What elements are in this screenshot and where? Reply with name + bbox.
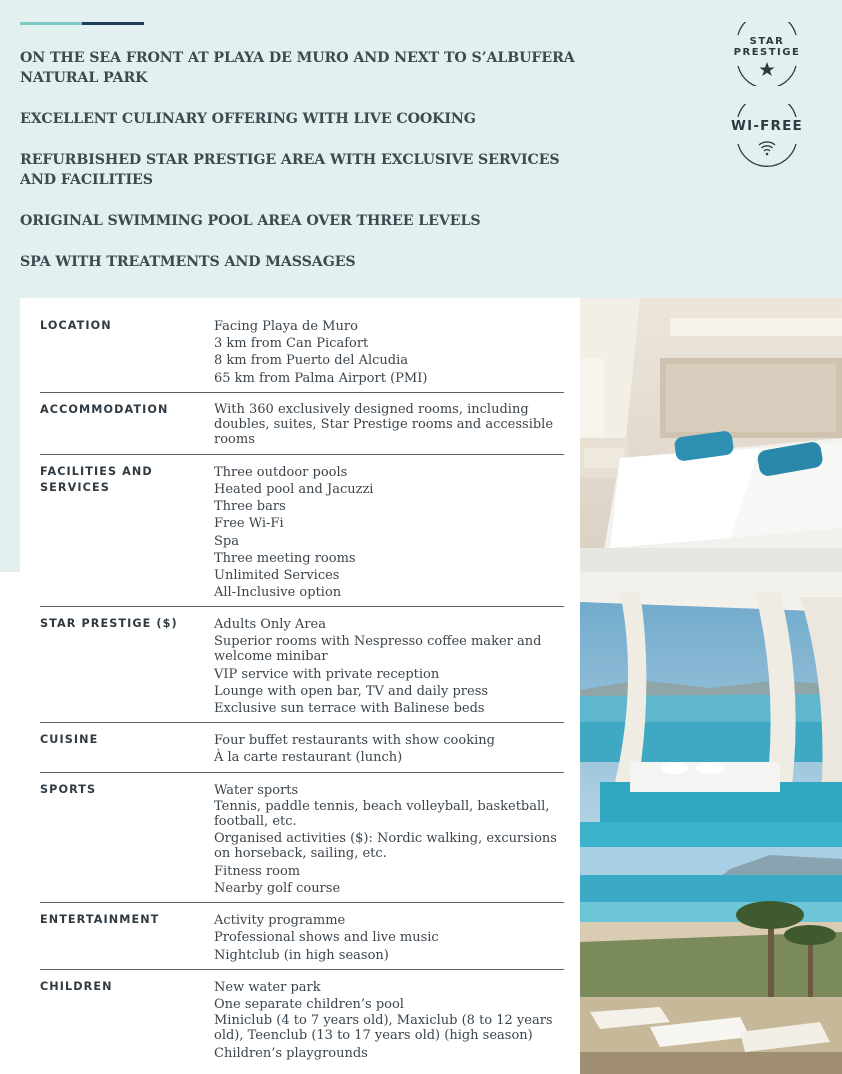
list-item: Adults Only Area	[214, 617, 326, 633]
list-item: Professional shows and live music	[214, 930, 439, 946]
list-item: Nightclub (in high season)	[214, 947, 389, 963]
badge-top-arc	[732, 22, 802, 36]
list-item: One separate children’s pool	[214, 997, 404, 1013]
category-label: STAR PRESTIGE ($)	[40, 617, 178, 631]
badge-top-arc	[732, 104, 802, 118]
info-panel	[20, 298, 580, 1074]
list-item: Spa	[214, 533, 239, 549]
highlights-list	[20, 48, 580, 293]
wifi-icon	[732, 134, 802, 168]
list-item: Fitness room	[214, 863, 301, 879]
prestige-label: PRESTIGE	[733, 47, 801, 58]
list-item: Superior rooms with Nespresso coffee maker and welcome minibar	[214, 633, 542, 664]
list-item: VIP service with private reception	[214, 666, 440, 682]
accent-line-teal	[20, 22, 82, 25]
accent-line-navy	[82, 22, 144, 25]
list-item: Children’s playgrounds	[214, 1046, 368, 1062]
list-item: Three bars	[214, 499, 286, 515]
category-label: ACCOMMODATION	[40, 402, 169, 416]
highlight-item: ORIGINAL SWIMMING POOL AREA OVER THREE LEVELS	[20, 213, 481, 229]
table-row-entertainment	[40, 912, 564, 970]
side-band	[0, 298, 20, 572]
table-row-accommodation	[40, 402, 564, 455]
category-label: CHILDREN	[40, 979, 113, 993]
table-row-star-prestige	[40, 616, 564, 723]
list-item: Nearby golf course	[214, 881, 341, 897]
highlight-item: SPA WITH TREATMENTS AND MASSAGES	[20, 254, 356, 270]
list-item: Exclusive sun terrace with Balinese beds	[214, 701, 485, 717]
list-item: Lounge with open bar, TV and daily press	[214, 683, 489, 699]
highlight-item: EXCELLENT CULINARY OFFERING WITH LIVE COOKING	[20, 111, 476, 127]
photo-balinese-bed	[580, 572, 842, 847]
table-row-facilities	[40, 464, 564, 608]
list-item: Organised activities ($): Nordic walking, excursions on horseback, sailing, etc.	[214, 830, 557, 861]
category-label: CUISINE	[40, 733, 99, 747]
star-label: STAR	[749, 36, 785, 47]
list-item: Four buffet restaurants with show cooking	[214, 733, 495, 749]
list-item: With 360 exclusively designed rooms, including doubles, suites, Star Prestige rooms and accessible rooms	[214, 401, 554, 447]
category-label: LOCATION	[40, 319, 112, 332]
star-prestige-badge	[728, 22, 806, 86]
highlight-item: REFURBISHED STAR PRESTIGE AREA WITH EXCLUSIVE SERVICES AND FACILITIES	[20, 152, 560, 188]
table-row-location	[40, 318, 564, 393]
list-item: 65 km from Palma Airport (PMI)	[214, 370, 428, 386]
table-row-sports	[40, 782, 564, 904]
list-item: All-Inclusive option	[214, 585, 342, 601]
list-item: Unlimited Services	[214, 568, 340, 584]
category-label: ENTERTAINMENT	[40, 913, 160, 927]
star-icon	[732, 58, 802, 86]
list-item: Tennis, paddle tennis, beach volleyball, basketball, football, etc.	[214, 798, 550, 829]
info-table	[40, 318, 564, 1074]
photo-hotel-room	[580, 298, 842, 572]
table-row-cuisine	[40, 732, 564, 772]
list-item: Facing Playa de Muro	[214, 319, 358, 334]
table-row-children	[40, 979, 564, 1068]
category-label: FACILITIES AND SERVICES	[40, 464, 153, 494]
list-item: Three meeting rooms	[214, 550, 356, 566]
wifi-label: WI-FREE	[731, 118, 803, 134]
list-item: Activity programme	[214, 913, 346, 929]
list-item: Three outdoor pools	[214, 464, 348, 480]
list-item: Free Wi-Fi	[214, 516, 284, 532]
list-item: 3 km from Can Picafort	[214, 336, 369, 352]
list-item: À la carte restaurant (lunch)	[214, 750, 403, 766]
photo-beach-terrace	[580, 847, 842, 1074]
highlight-item: ON THE SEA FRONT AT PLAYA DE MURO AND NEXT TO S’ALBUFERA NATURAL PARK	[20, 50, 575, 86]
category-label: SPORTS	[40, 782, 97, 796]
list-item: Miniclub (4 to 7 years old), Maxiclub (8 to 12 years old), Teenclub (13 to 17 years old) (high season)	[214, 1013, 553, 1044]
list-item: Heated pool and Jacuzzi	[214, 482, 374, 498]
list-item: 8 km from Puerto del Alcudia	[214, 353, 408, 369]
list-item: New water park	[214, 979, 321, 995]
list-item: Water sports	[214, 782, 299, 798]
wifi-badge	[728, 104, 806, 168]
